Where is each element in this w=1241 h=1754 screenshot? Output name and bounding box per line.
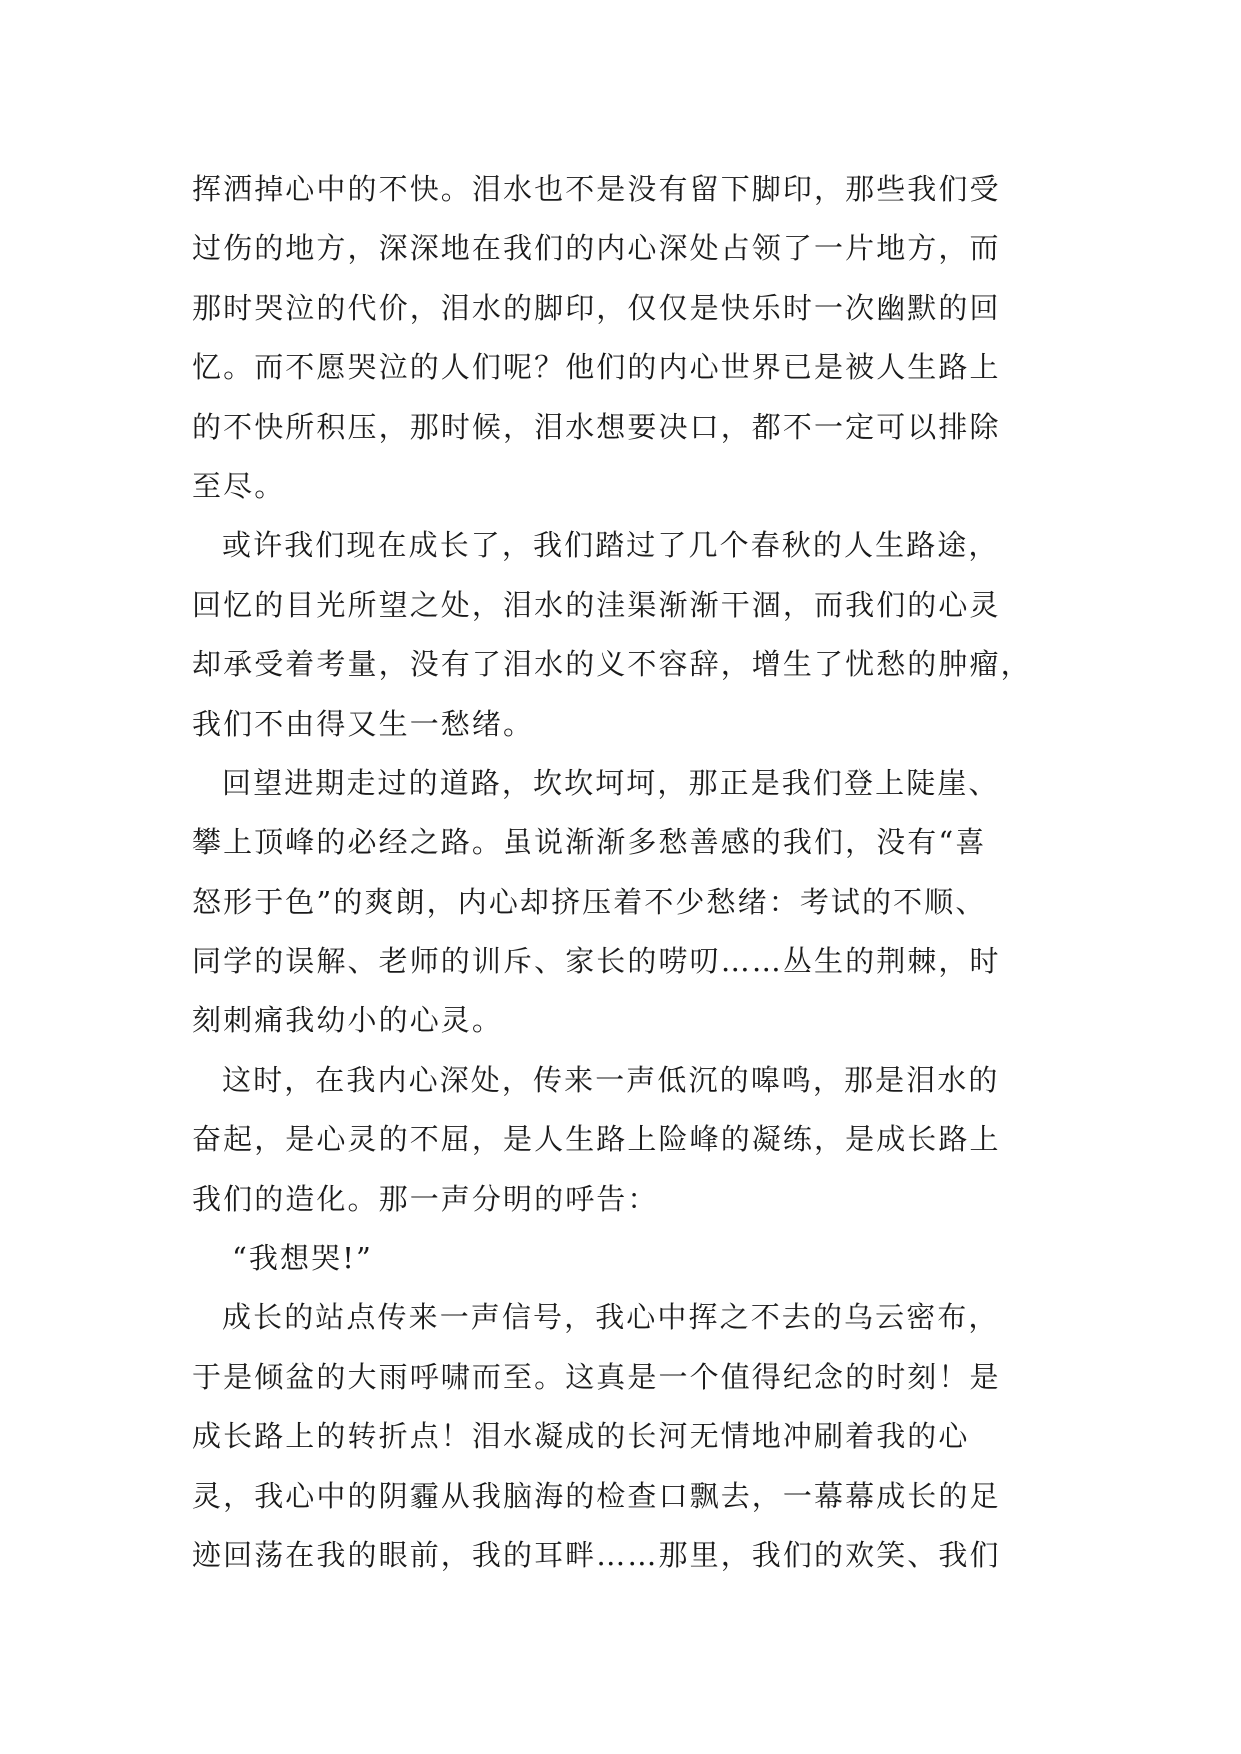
text-line: 忆。而不愿哭泣的人们呢？他们的内心世界已是被人生路上: [192, 350, 1001, 385]
text-line: 灵，我心中的阴霾从我脑海的检查口飘去，一幕幕成长的足: [192, 1478, 1001, 1513]
paragraph-start-line: 成长的站点传来一声信号，我心中挥之不去的乌云密布，: [222, 1300, 1000, 1335]
paragraph-start-line: 或许我们现在成长了，我们踏过了几个春秋的人生路途，: [222, 528, 1000, 563]
text-line: 成长路上的转折点！泪水凝成的长河无情地冲刷着我的心: [192, 1419, 970, 1454]
text-line: 奋起，是心灵的不屈，是人生路上险峰的凝练，是成长路上: [192, 1122, 1001, 1157]
text-line: 我们的造化。那一声分明的呼告：: [192, 1181, 659, 1216]
text-line: 挥洒掉心中的不快。泪水也不是没有留下脚印，那些我们受: [192, 172, 1001, 206]
text-line: 刻刺痛我幼小的心灵。: [192, 1003, 504, 1038]
text-line: 迹回荡在我的眼前，我的耳畔……那里，我们的欢笑、我们: [192, 1537, 1001, 1572]
text-line: 那时哭泣的代价，泪水的脚印，仅仅是快乐时一次幽默的回: [192, 290, 1001, 325]
text-line: 至尽。: [192, 468, 286, 503]
text-line: 怒形于色”的爽朗，内心却挤压着不少愁绪：考试的不顺、: [192, 884, 987, 919]
text-line: 却承受着考量，没有了泪水的义不容辞，增生了忧愁的肿瘤，: [192, 647, 1032, 682]
paragraph-start-line: 回望进期走过的道路，坎坎坷坷，那正是我们登上陡崖、: [222, 765, 1000, 800]
document-body: [192, 160, 1052, 1585]
paragraph-start-line: 这时，在我内心深处，传来一声低沉的嗥鸣，那是泪水的: [222, 1062, 1000, 1097]
text-line: 攀上顶峰的必经之路。虽说渐渐多愁善感的我们，没有“喜: [192, 825, 987, 860]
text-line: 我们不由得又生一愁绪。: [192, 706, 535, 741]
text-line: 回忆的目光所望之处，泪水的洼渠渐渐干涸，而我们的心灵: [192, 587, 1001, 622]
quoted-line: “我想哭!”: [232, 1241, 373, 1276]
text-line: 的不快所积压，那时候，泪水想要决口，都不一定可以排除: [192, 409, 1001, 444]
text-line: 于是倾盆的大雨呼啸而至。这真是一个值得纪念的时刻！是: [192, 1359, 1001, 1394]
text-line: 同学的误解、老师的训斥、家长的唠叨……丛生的荆棘，时: [192, 944, 1001, 979]
text-line: 过伤的地方，深深地在我们的内心深处占领了一片地方，而: [192, 231, 1001, 266]
